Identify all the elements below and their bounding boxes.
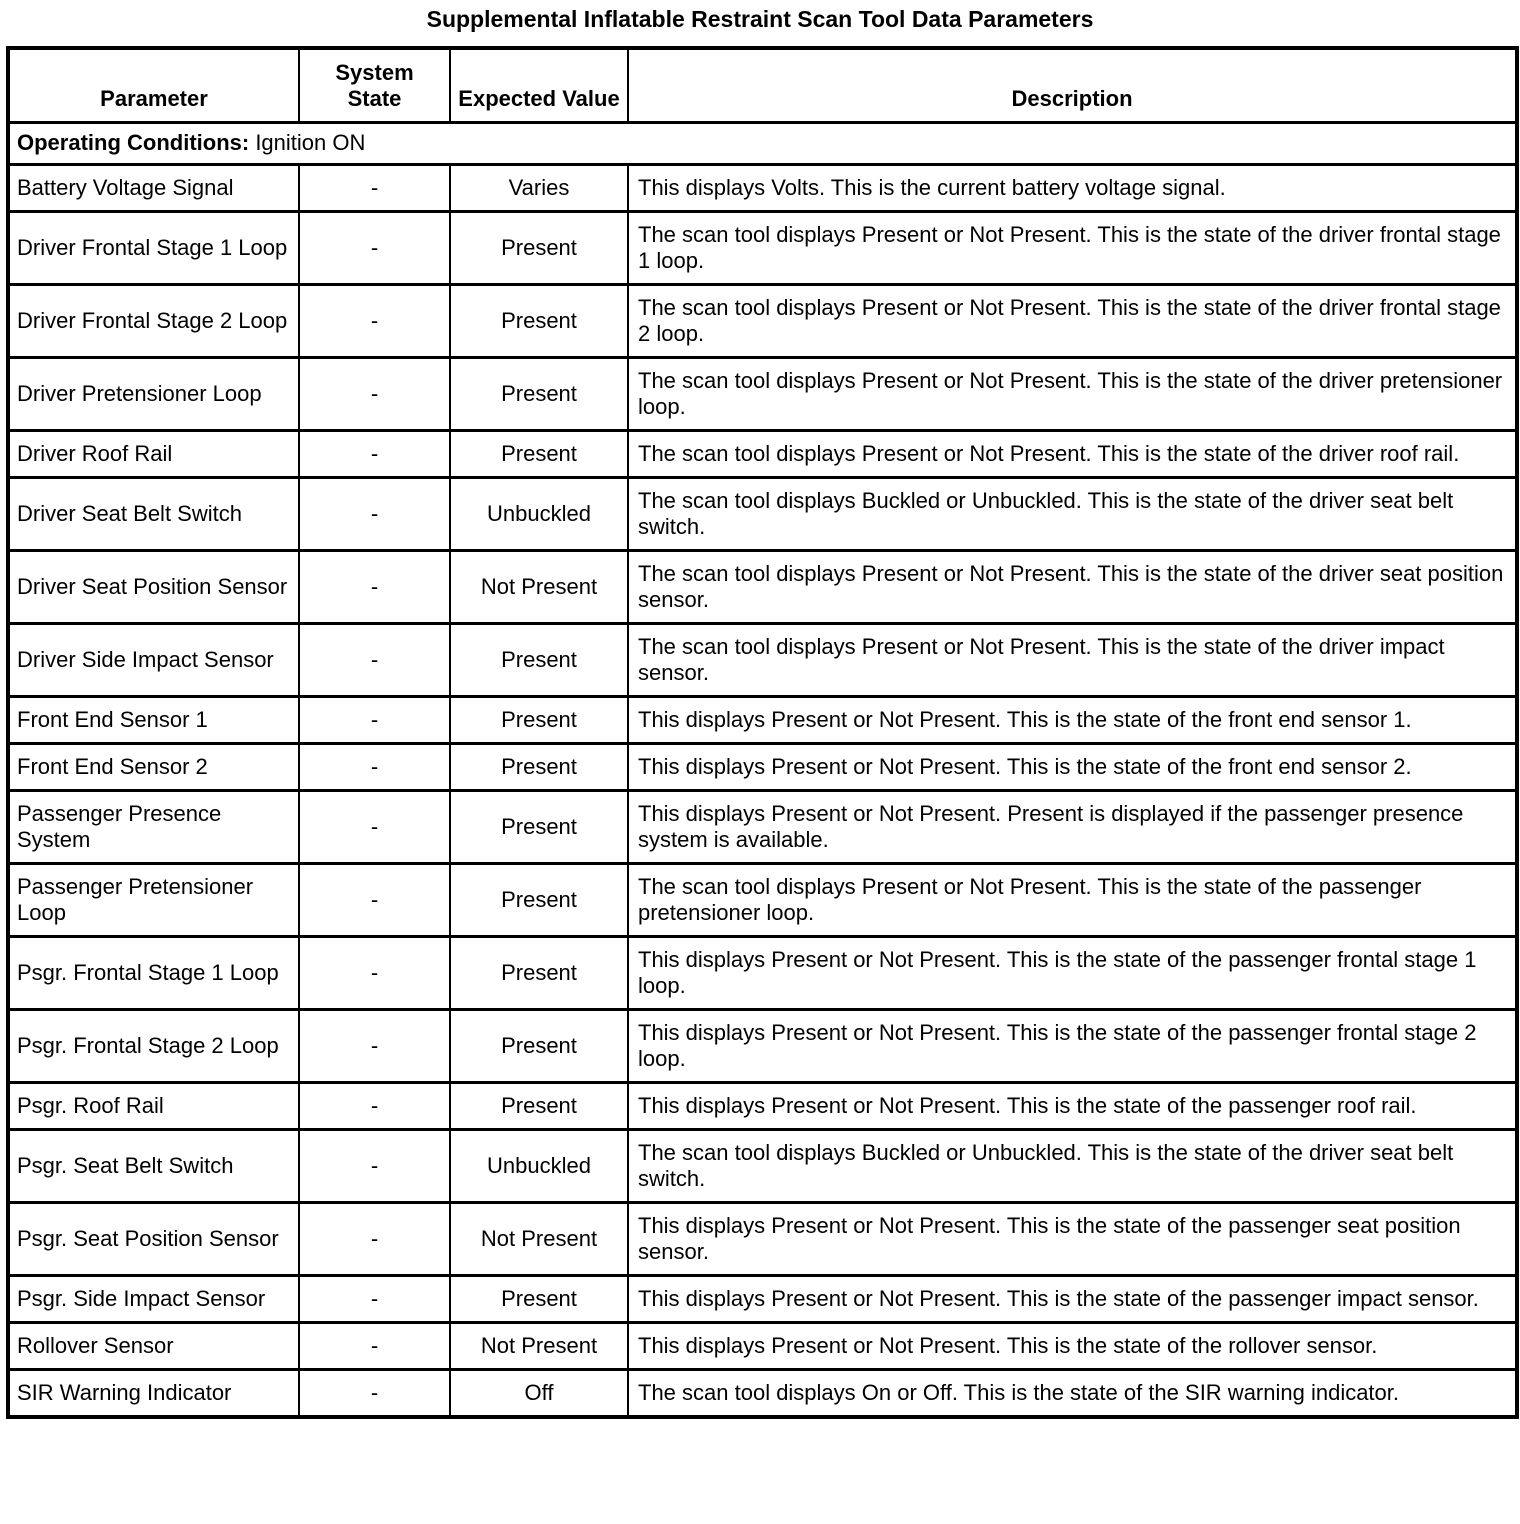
parameter-cell: Front End Sensor 2 xyxy=(8,743,299,790)
description-cell: The scan tool displays On or Off. This is the state of the SIR warning indicator. xyxy=(628,1369,1517,1417)
expected-value-cell: Present xyxy=(450,357,628,430)
table-row xyxy=(8,1082,1517,1129)
description-cell: This displays Present or Not Present. This is the state of the passenger roof rail. xyxy=(628,1082,1517,1129)
operating-conditions-value: Ignition ON xyxy=(249,129,366,155)
system-state-cell: - xyxy=(299,1202,450,1275)
system-state-cell: - xyxy=(299,1322,450,1369)
system-state-cell: - xyxy=(299,1129,450,1202)
table-row xyxy=(8,623,1517,696)
expected-value-cell: Unbuckled xyxy=(450,1129,628,1202)
description-cell: This displays Present or Not Present. Present is displayed if the passenger presence system is available. xyxy=(628,790,1517,863)
parameter-cell: Driver Frontal Stage 2 Loop xyxy=(8,284,299,357)
scan-tool-parameters-table xyxy=(6,46,1519,1419)
description-cell: The scan tool displays Buckled or Unbuckled. This is the state of the driver seat belt switch. xyxy=(628,1129,1517,1202)
expected-value-cell: Present xyxy=(450,211,628,284)
description-cell: The scan tool displays Present or Not Present. This is the state of the passenger pretensioner loop. xyxy=(628,863,1517,936)
parameter-cell: Psgr. Frontal Stage 2 Loop xyxy=(8,1009,299,1082)
description-cell: This displays Present or Not Present. This is the state of the front end sensor 2. xyxy=(628,743,1517,790)
parameter-cell: Rollover Sensor xyxy=(8,1322,299,1369)
expected-value-cell: Present xyxy=(450,284,628,357)
parameter-cell: Passenger Presence System xyxy=(8,790,299,863)
system-state-cell: - xyxy=(299,623,450,696)
parameter-cell: Psgr. Frontal Stage 1 Loop xyxy=(8,936,299,1009)
system-state-cell: - xyxy=(299,743,450,790)
system-state-cell: - xyxy=(299,477,450,550)
system-state-cell: - xyxy=(299,1082,450,1129)
system-state-cell: - xyxy=(299,357,450,430)
description-cell: This displays Present or Not Present. This is the state of the passenger frontal stage 2 loop. xyxy=(628,1009,1517,1082)
table-row xyxy=(8,430,1517,477)
system-state-cell: - xyxy=(299,284,450,357)
table-row xyxy=(8,284,1517,357)
parameter-cell: Battery Voltage Signal xyxy=(8,164,299,211)
expected-value-cell: Present xyxy=(450,863,628,936)
table-body xyxy=(8,122,1517,1417)
expected-value-cell: Present xyxy=(450,623,628,696)
system-state-cell: - xyxy=(299,211,450,284)
system-state-cell: - xyxy=(299,164,450,211)
expected-value-cell: Unbuckled xyxy=(450,477,628,550)
page-title: Supplemental Inflatable Restraint Scan Tool Data Parameters xyxy=(426,6,1094,32)
expected-value-cell: Off xyxy=(450,1369,628,1417)
description-cell: The scan tool displays Present or Not Present. This is the state of the driver pretensioner loop. xyxy=(628,357,1517,430)
parameter-cell: Driver Seat Belt Switch xyxy=(8,477,299,550)
expected-value-cell: Varies xyxy=(450,164,628,211)
header-parameter: Parameter xyxy=(8,48,299,122)
parameter-cell: Passenger Pretensioner Loop xyxy=(8,863,299,936)
description-cell: This displays Present or Not Present. This is the state of the passenger impact sensor. xyxy=(628,1275,1517,1322)
operating-conditions-row xyxy=(8,122,1517,164)
table-row xyxy=(8,696,1517,743)
table-row xyxy=(8,357,1517,430)
system-state-cell: - xyxy=(299,863,450,936)
table-row xyxy=(8,863,1517,936)
expected-value-cell: Present xyxy=(450,430,628,477)
expected-value-cell: Present xyxy=(450,696,628,743)
table-row xyxy=(8,1322,1517,1369)
parameter-cell: Front End Sensor 1 xyxy=(8,696,299,743)
table-row xyxy=(8,164,1517,211)
parameter-cell: Psgr. Seat Position Sensor xyxy=(8,1202,299,1275)
header-row xyxy=(8,48,1517,122)
table-row xyxy=(8,1202,1517,1275)
system-state-cell: - xyxy=(299,696,450,743)
table-row xyxy=(8,1009,1517,1082)
parameter-cell: SIR Warning Indicator xyxy=(8,1369,299,1417)
description-cell: This displays Volts. This is the current battery voltage signal. xyxy=(628,164,1517,211)
table-row xyxy=(8,1275,1517,1322)
expected-value-cell: Not Present xyxy=(450,550,628,623)
header-description: Description xyxy=(628,48,1517,122)
parameter-cell: Driver Frontal Stage 1 Loop xyxy=(8,211,299,284)
operating-conditions-cell xyxy=(8,122,1517,164)
expected-value-cell: Present xyxy=(450,790,628,863)
operating-conditions-label: Operating Conditions: xyxy=(17,129,250,155)
header-expected-value: Expected Value xyxy=(450,48,628,122)
description-cell: This displays Present or Not Present. This is the state of the rollover sensor. xyxy=(628,1322,1517,1369)
table-row xyxy=(8,1369,1517,1417)
table-row xyxy=(8,936,1517,1009)
parameter-cell: Psgr. Roof Rail xyxy=(8,1082,299,1129)
description-cell: This displays Present or Not Present. This is the state of the passenger seat position sensor. xyxy=(628,1202,1517,1275)
system-state-cell: - xyxy=(299,790,450,863)
description-cell: The scan tool displays Present or Not Present. This is the state of the driver impact sensor. xyxy=(628,623,1517,696)
description-cell: The scan tool displays Present or Not Present. This is the state of the driver frontal stage 1 loop. xyxy=(628,211,1517,284)
description-cell: The scan tool displays Present or Not Present. This is the state of the driver roof rail. xyxy=(628,430,1517,477)
expected-value-cell: Present xyxy=(450,1082,628,1129)
parameter-cell: Psgr. Side Impact Sensor xyxy=(8,1275,299,1322)
table-row xyxy=(8,1129,1517,1202)
system-state-cell: - xyxy=(299,1275,450,1322)
parameter-cell: Driver Pretensioner Loop xyxy=(8,357,299,430)
system-state-cell: - xyxy=(299,430,450,477)
description-cell: This displays Present or Not Present. This is the state of the passenger frontal stage 1 loop. xyxy=(628,936,1517,1009)
description-cell: The scan tool displays Present or Not Present. This is the state of the driver frontal stage 2 loop. xyxy=(628,284,1517,357)
parameter-cell: Driver Side Impact Sensor xyxy=(8,623,299,696)
expected-value-cell: Present xyxy=(450,1009,628,1082)
system-state-cell: - xyxy=(299,550,450,623)
system-state-cell: - xyxy=(299,936,450,1009)
description-cell: This displays Present or Not Present. This is the state of the front end sensor 1. xyxy=(628,696,1517,743)
parameter-cell: Driver Seat Position Sensor xyxy=(8,550,299,623)
description-cell: The scan tool displays Buckled or Unbuckled. This is the state of the driver seat belt switch. xyxy=(628,477,1517,550)
expected-value-cell: Not Present xyxy=(450,1322,628,1369)
parameter-cell: Psgr. Seat Belt Switch xyxy=(8,1129,299,1202)
table-row xyxy=(8,211,1517,284)
table-row xyxy=(8,790,1517,863)
expected-value-cell: Present xyxy=(450,936,628,1009)
expected-value-cell: Present xyxy=(450,743,628,790)
table-row xyxy=(8,550,1517,623)
parameter-cell: Driver Roof Rail xyxy=(8,430,299,477)
expected-value-cell: Not Present xyxy=(450,1202,628,1275)
system-state-cell: - xyxy=(299,1369,450,1417)
table-row xyxy=(8,743,1517,790)
description-cell: The scan tool displays Present or Not Present. This is the state of the driver seat position sensor. xyxy=(628,550,1517,623)
expected-value-cell: Present xyxy=(450,1275,628,1322)
system-state-cell: - xyxy=(299,1009,450,1082)
header-system-state: System State xyxy=(299,48,450,122)
table-header xyxy=(8,48,1517,122)
table-row xyxy=(8,477,1517,550)
